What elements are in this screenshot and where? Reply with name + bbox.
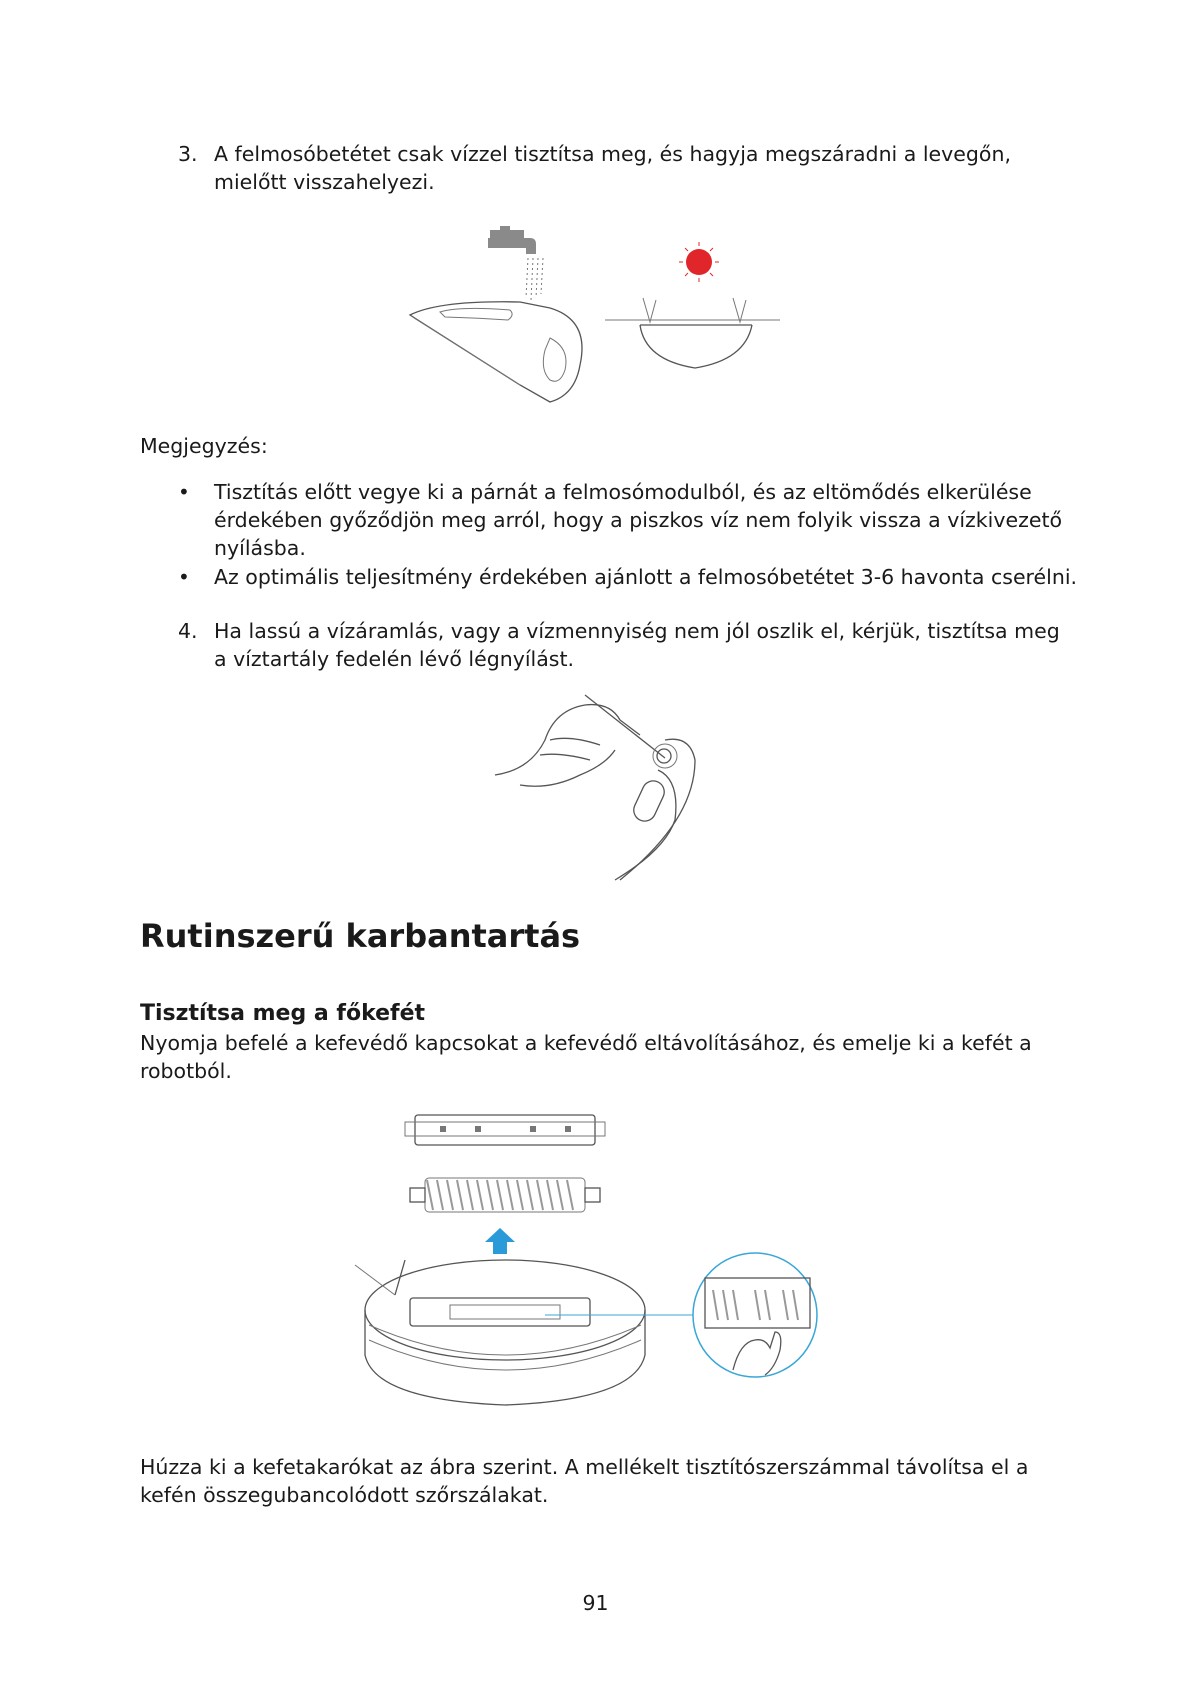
faucet-icon — [488, 226, 543, 300]
closing-line-2: kefén összegubancolódott szőrszálakat. — [140, 1483, 549, 1507]
main-brush-removal-illustration — [355, 1110, 825, 1430]
note-bullet-1-line-1: Tisztítás előtt vegye ki a párnát a felmosómodulból, és az eltömődés elkerülése — [214, 480, 1032, 504]
step-3-line-1: A felmosóbetétet csak vízzel tisztítsa meg, és hagyja megszáradni a levegőn, — [214, 142, 1011, 166]
subsection-line-1: Nyomja befelé a kefevédő kapcsokat a kefevédő eltávolításához, és emelje ki a kefét a — [140, 1031, 1032, 1055]
air-vent-cleaning-illustration — [490, 680, 710, 880]
bullet-marker: • — [178, 565, 190, 589]
drying-sun-icon — [679, 242, 719, 282]
up-arrow-icon — [485, 1228, 515, 1254]
mop-pad-icon — [410, 302, 582, 402]
step-4-line-1: Ha lassú a vízáramlás, vagy a vízmennyiség nem jól oszlik el, kérjük, tisztítsa meg — [214, 619, 1060, 643]
subsection-title: Tisztítsa meg a főkefét — [140, 1001, 426, 1026]
drying-rack-icon — [605, 298, 780, 368]
water-tank-lid-icon — [615, 739, 695, 880]
section-title: Rutinszerű karbantartás — [140, 917, 581, 955]
hand-icon — [495, 705, 640, 787]
page-number: 91 — [582, 1591, 609, 1615]
note-bullet-2-line-1: Az optimális teljesítmény érdekében ajánlott a felmosóbetétet 3-6 havonta cserélni. — [214, 565, 1078, 589]
robot-vacuum-icon — [355, 1260, 645, 1405]
main-brush-icon — [410, 1178, 600, 1212]
closing-line-1: Húzza ki a kefetakarókat az ábra szerint. A mellékelt tisztítószerszámmal távolítsa el a — [140, 1455, 1029, 1479]
note-bullet-1-line-3: nyílásba. — [214, 536, 306, 560]
brush-guard-icon — [405, 1115, 605, 1145]
step-3-line-2: mielőtt visszahelyezi. — [214, 170, 435, 194]
bullet-marker: • — [178, 480, 190, 504]
note-bullet-1-line-2: érdekében győződjön meg arról, hogy a piszkos víz nem folyik vissza a vízkivezető — [214, 508, 1063, 532]
zoom-detail-icon — [635, 1253, 817, 1377]
note-label: Megjegyzés: — [140, 434, 268, 458]
step-3-number: 3. — [178, 142, 198, 166]
subsection-line-2: robotból. — [140, 1059, 232, 1083]
step-4-line-2: a víztartály fedelén lévő légnyílást. — [214, 647, 575, 671]
cleaning-tool-icon — [585, 695, 671, 763]
sun-circle — [686, 249, 712, 275]
step-4-number: 4. — [178, 619, 198, 643]
mop-pad-cleaning-illustration — [400, 220, 800, 410]
